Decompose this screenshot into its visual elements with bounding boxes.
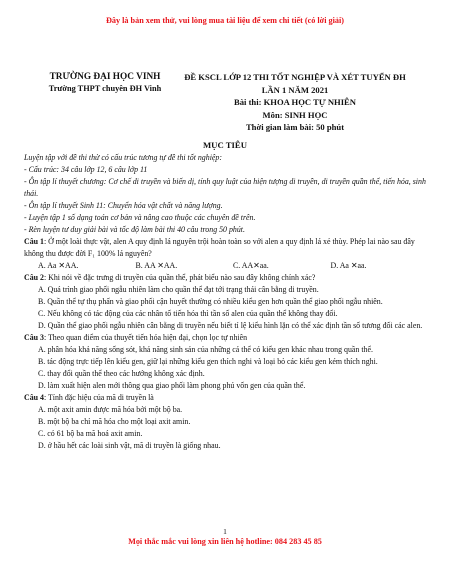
page-number: 1 — [223, 527, 227, 536]
exam-subject: Bài thi: KHOA HỌC TỰ NHIÊN — [234, 97, 356, 107]
exam-title-line1: ĐỀ KSCL LỚP 12 THI TỐT NGHIỆP VÀ XÉT TUYỂN ĐH — [184, 72, 406, 82]
q3-option-d: D. làm xuất hiện alen mới thông qua giao phối làm phong phú vốn gen của quần thể. — [38, 381, 306, 390]
question-4 — [24, 392, 428, 404]
exam-time: Thời gian làm bài: 50 phút — [245, 122, 345, 132]
question-1-options — [24, 260, 428, 272]
question-4-text: : Tính đặc hiệu của mã di truyền là — [43, 393, 154, 402]
objective-item: - Ôn tập lí thuyết Sinh 11: Chuyển hóa vật chất và năng lượng. — [24, 201, 223, 210]
q4-option-d: D. ở hầu hết các loài sinh vật, mã di truyền là giống nhau. — [38, 441, 221, 450]
question-2-text: : Khi nói về đặc trưng di truyền của quần thể, phát biểu nào sau đây không chính xác? — [43, 273, 316, 282]
objectives-intro: Luyện tập với đề thi thử có cấu trúc tương tự đề thi tốt nghiệp: — [24, 153, 222, 162]
objectives-title: MỤC TIÊU — [202, 140, 247, 150]
exam-title-line2: LẦN 1 NĂM 2021 — [261, 84, 329, 95]
q4-option-b: B. một bộ ba chỉ mã hóa cho một loại axit amin. — [38, 417, 191, 426]
school-name: TRƯỜNG ĐẠI HỌC VINH — [49, 72, 161, 82]
q1-option-b: B. AA ✕AA. — [135, 261, 178, 270]
objective-item: - Cấu trúc: 34 câu lớp 12, 6 câu lớp 11 — [24, 165, 148, 174]
objective-item: - Luyện tập 1 số dạng toán cơ bản và nâng cao thuộc các chuyên đề trên. — [24, 213, 256, 222]
q3-option-c: C. thay đổi quần thể theo các hướng không xác định. — [38, 369, 205, 378]
q3-option-b: B. tác động trực tiếp lên kiểu gen, giữ lại những kiểu gen thích nghi và loại bỏ các kiểu gen kém thích nghi. — [38, 357, 378, 366]
question-1-label: Câu 1 — [24, 237, 44, 246]
question-2-label: Câu 2 — [24, 273, 44, 282]
question-3-text: : Theo quan điểm của thuyết tiến hóa hiện đại, chọn lọc tự nhiên — [43, 333, 248, 342]
school-header — [30, 71, 180, 95]
q3-option-a: A. phân hóa khả năng sống sót, khả năng sinh sản của những cá thể có kiểu gen khác nhau trong quần thể. — [38, 345, 373, 354]
top-preview-banner: Đây là bản xem thử, vui lòng mua tài liệu để xem chi tiết (có lời giải) — [105, 16, 344, 25]
q4-option-c: C. có 61 bộ ba mã hoá axit amin. — [38, 429, 143, 438]
q1-option-d: D. Aa ✕aa. — [330, 261, 367, 270]
q2-option-d: D. Quần thể giao phối ngẫu nhiên cân bằng di truyền nếu biết tỉ lệ kiểu hình lặn có thể xác định tần số tương đối các alen. — [38, 321, 423, 330]
objective-item: - Rèn luyện tư duy giải bài và tốc độ làm bài thi 40 câu trong 50 phút. — [24, 225, 245, 234]
bottom-hotline-banner: Mọi thắc mắc vui lòng xin liên hệ hotline: 084 283 45 85 — [128, 537, 322, 546]
q1-option-a: A. Aa ✕AA. — [38, 261, 79, 270]
question-4-label: Câu 4 — [24, 393, 44, 402]
question-1 — [24, 236, 428, 260]
q2-option-a: A. Quá trình giao phối ngẫu nhiên làm cho quần thể đạt tới trạng thái cân bằng di truyền. — [38, 285, 319, 294]
exam-header — [180, 71, 410, 134]
question-3-label: Câu 3 — [24, 333, 44, 342]
exam-course: Môn: SINH HỌC — [262, 109, 328, 120]
school-subname: Trường THPT chuyên ĐH Vinh — [48, 84, 162, 93]
q2-option-c: C. Nếu không có tác động của các nhân tố tiến hóa thì tần số alen của quần thể không thay đổi. — [38, 309, 338, 318]
q2-option-b: B. Quần thể tự thụ phấn và giao phối cận huyết thường có nhiều kiểu gen hơn quần thể giao phối ngẫu nhiên. — [38, 297, 383, 306]
q1-option-c: C. AA✕aa. — [233, 261, 269, 270]
objective-item: - Ôn tập lí thuyết chương: Cơ chế di truyền và biến dị, tính quy luật của hiện tượng di truyền, di truyền quần thể, tiến hóa, sinh thái. — [24, 177, 426, 198]
question-3 — [24, 332, 428, 344]
q4-option-a: A. một axit amin được mã hóa bởi một bộ ba. — [38, 405, 183, 414]
question-1-text: : Ở một loài thực vật, alen A quy định lá nguyên trội hoàn toàn so với alen a quy định lá xẻ thùy. Phép lai nào sau đây không thu được đời F₁ 100% lá nguyên? — [24, 237, 415, 258]
document-body — [24, 152, 428, 452]
question-2 — [24, 272, 428, 284]
